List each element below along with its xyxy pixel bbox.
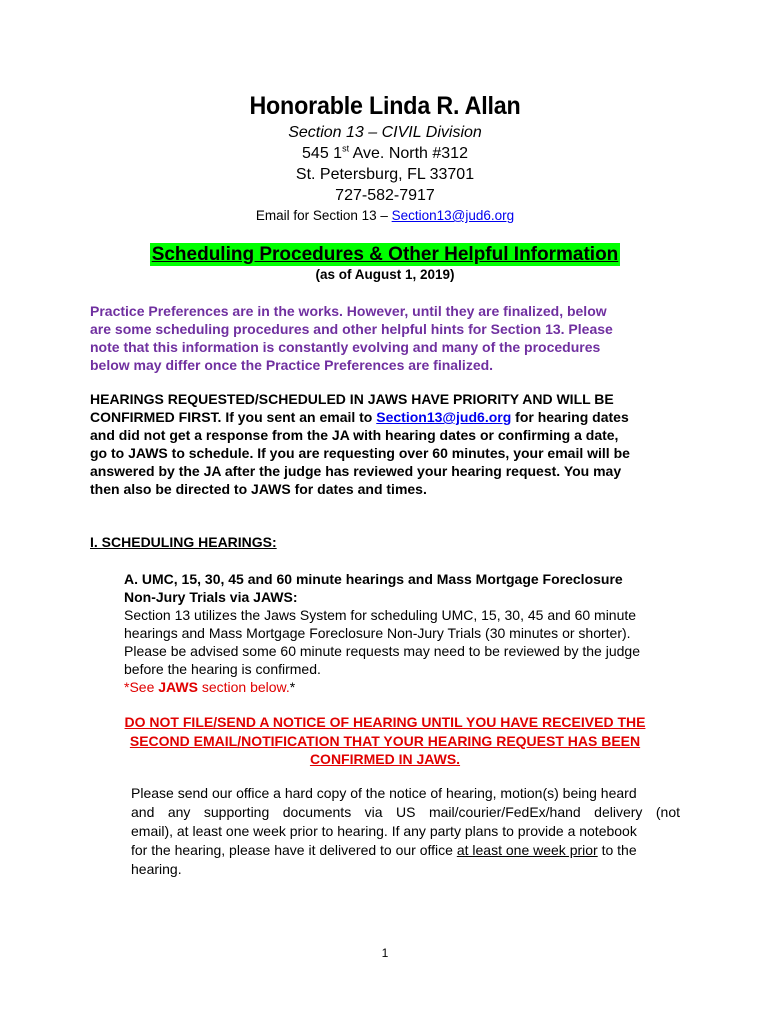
email-line bbox=[0, 208, 770, 223]
address-number: 545 1 bbox=[302, 145, 343, 162]
hearings-line: HEARINGS REQUESTED/SCHEDULED IN JAWS HAVE PRIORITY AND WILL BE bbox=[90, 391, 614, 407]
copy-line: hearing. bbox=[131, 861, 182, 877]
hearings-line bbox=[90, 408, 690, 426]
practice-preferences-paragraph bbox=[90, 302, 690, 374]
copy-underlined: at least one week prior bbox=[456, 842, 598, 858]
street-address bbox=[0, 145, 770, 163]
subsection-title: A. UMC, 15, 30, 45 and 60 minute hearings and Mass Mortgage Foreclosure bbox=[124, 571, 623, 587]
subsection-body-line: before the hearing is confirmed. bbox=[124, 661, 321, 677]
division-line: Section 13 – CIVIL Division bbox=[288, 124, 482, 141]
hard-copy-paragraph bbox=[131, 784, 680, 879]
judge-name: Honorable Linda R. Allan bbox=[249, 92, 521, 120]
hearings-email-link[interactable]: Section13@jud6.org bbox=[376, 409, 512, 425]
warning-line: CONFIRMED IN JAWS. bbox=[309, 751, 461, 767]
copy-line: Please send our office a hard copy of the notice of hearing, motion(s) being heard bbox=[131, 785, 637, 801]
notice-warning bbox=[90, 713, 680, 769]
practice-line: note that this information is constantly evolving and many of the procedures bbox=[90, 339, 601, 355]
see-star: * bbox=[289, 679, 296, 695]
subsection-body-line: Section 13 utilizes the Jaws System for scheduling UMC, 15, 30, 45 and 60 minute bbox=[124, 607, 637, 623]
copy-line: email), at least one week prior to hearing. If any party plans to provide a notebook bbox=[131, 823, 637, 839]
city-line: St. Petersburg, FL 33701 bbox=[295, 166, 475, 183]
heading-wrap bbox=[0, 243, 770, 266]
copy-line bbox=[131, 841, 680, 860]
see-text: *See bbox=[124, 679, 159, 695]
subsection-body-line: Please be advised some 60 minute requests may need to be reviewed by the judge bbox=[124, 643, 640, 659]
see-jaws: JAWS bbox=[158, 679, 198, 695]
hearings-text: for hearing dates bbox=[511, 409, 629, 425]
page-number: 1 bbox=[381, 946, 389, 960]
hearings-line: then also be directed to JAWS for dates and times. bbox=[90, 481, 427, 497]
phone-line: 727-582-7917 bbox=[335, 187, 435, 204]
subsection-title: Non-Jury Trials via JAWS: bbox=[124, 589, 298, 605]
practice-line: below may differ once the Practice Preferences are finalized. bbox=[90, 357, 494, 373]
see-jaws-note bbox=[124, 678, 694, 696]
hearings-line: go to JAWS to schedule. If you are requesting over 60 minutes, your email will be bbox=[90, 445, 630, 461]
copy-text: for the hearing, please have it delivered to our office bbox=[131, 842, 457, 858]
hearings-text: CONFIRMED FIRST. If you sent an email to bbox=[90, 409, 377, 425]
hearings-line: answered by the JA after the judge has reviewed your hearing request. You may bbox=[90, 463, 622, 479]
practice-line: Practice Preferences are in the works. However, until they are finalized, below bbox=[90, 303, 607, 319]
warning-line: SECOND EMAIL/NOTIFICATION THAT YOUR HEARING REQUEST HAS BEEN bbox=[129, 732, 641, 749]
practice-line: are some scheduling procedures and other helpful hints for Section 13. Please bbox=[90, 321, 613, 337]
hearings-line: and did not get a response from the JA with hearing dates or confirming a date, bbox=[90, 427, 619, 443]
section-email-link[interactable]: Section13@jud6.org bbox=[391, 208, 515, 223]
section-heading: I. SCHEDULING HEARINGS: bbox=[90, 534, 277, 550]
subsection-body-line: hearings and Mass Mortgage Foreclosure Non-Jury Trials (30 minutes or shorter). bbox=[124, 625, 631, 641]
address-rest: Ave. North #312 bbox=[349, 145, 468, 162]
as-of-date: (as of August 1, 2019) bbox=[315, 267, 455, 282]
email-prefix: Email for Section 13 – bbox=[255, 208, 392, 223]
warning-line: DO NOT FILE/SEND A NOTICE OF HEARING UNTIL YOU HAVE RECEIVED THE bbox=[124, 714, 646, 730]
subsection-a bbox=[124, 570, 694, 696]
hearings-priority-paragraph bbox=[90, 390, 690, 498]
scheduling-heading: Scheduling Procedures & Other Helpful Information bbox=[151, 244, 619, 265]
see-text: section below. bbox=[197, 679, 290, 695]
copy-line: and any supporting documents via US mail/courier/FedEx/hand delivery (not bbox=[131, 804, 680, 820]
address-superscript: st bbox=[342, 143, 350, 154]
copy-text: to the bbox=[597, 842, 637, 858]
